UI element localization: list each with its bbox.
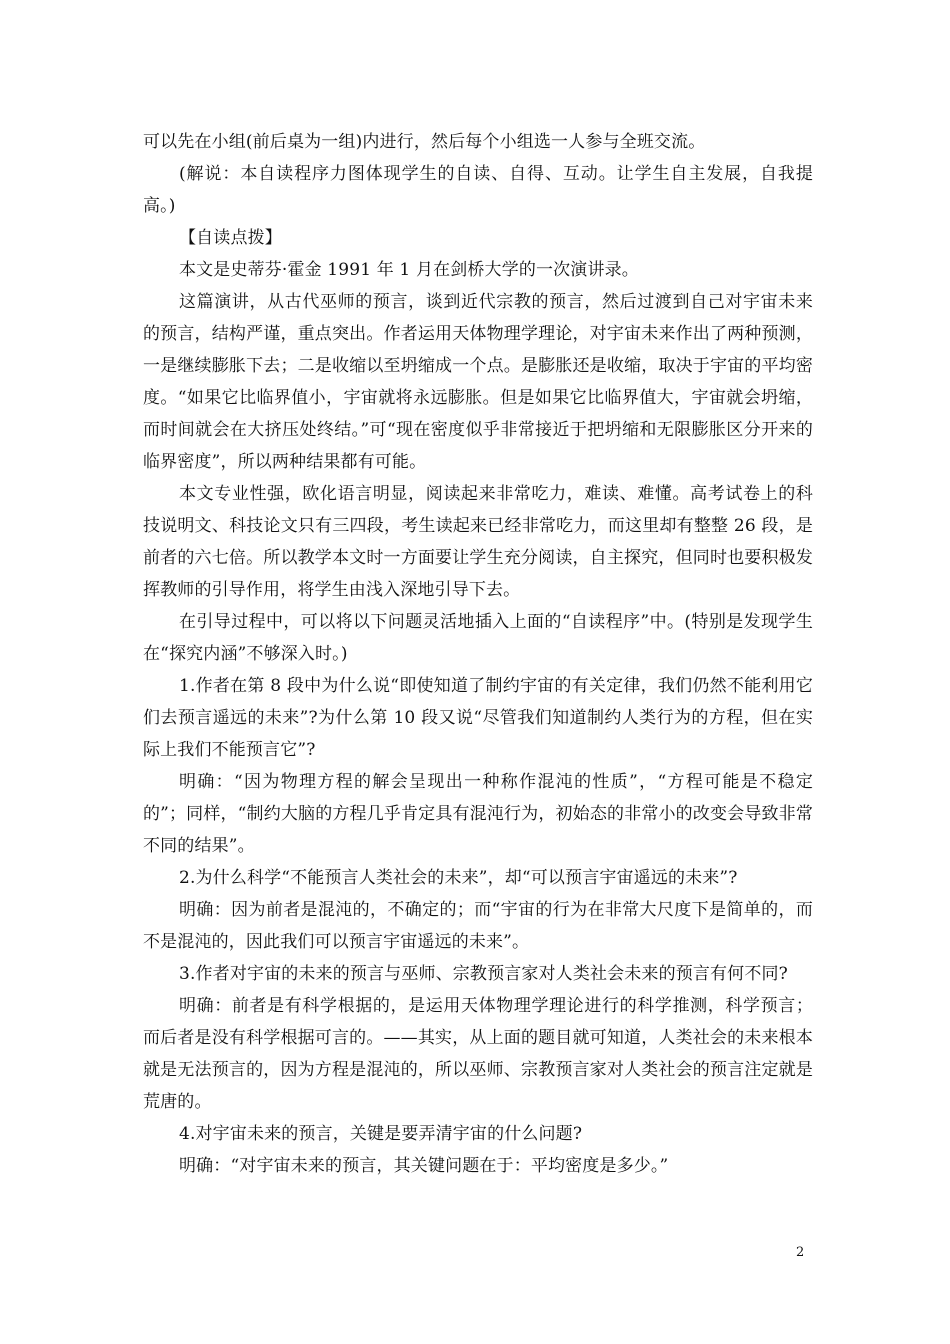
answer: 明确：“因为物理方程的解会呈现出一种称作混沌的性质”，“方程可能是不稳定的”；同样，“制约大脑的方程几乎肯定具有混沌行为，初始态的非常小的改变会导致非常不同的结果”。 (143, 772, 813, 856)
page-number: 2 (796, 1245, 805, 1260)
answer: 明确：前者是有科学根据的，是运用天体物理学理论进行的科学推测，科学预言；而后者是没有科学根据可言的。——其实，从上面的题目就可知道，人类社会的未来根本就是无法预言的，因为方程是混沌的，所以巫师、宗教预言家对人类社会的预言注定就是荒唐的。 (143, 996, 813, 1112)
question: 4.对宇宙未来的预言，关键是要弄清宇宙的什么问题? (179, 1124, 583, 1144)
paragraph: 这篇演讲，从古代巫师的预言，谈到近代宗教的预言，然后过渡到自己对宇宙未来的预言，结构严谨，重点突出。作者运用天体物理学理论，对宇宙未来作出了两种预测，一是继续膨胀下去；二是收缩以至坍缩成一个点。是膨胀还是收缩，取决于宇宙的平均密度。“如果它比临界值小，宇宙就将永远膨胀。但是如果它比临界值大，宇宙就会坍缩，而时间就会在大挤压处终结。”可“现在密度似乎非常接近于把坍缩和无限膨胀区分开来的临界密度”，所以两种结果都有可能。 (143, 292, 813, 472)
question: 2.为什么科学“不能预言人类社会的未来”，却“可以预言宇宙遥远的未来”? (179, 868, 738, 888)
paragraph: 在引导过程中，可以将以下问题灵活地插入上面的“自读程序”中。(特别是发现学生在“探究内涵”不够深入时。) (143, 612, 813, 664)
question: 1.作者在第 8 段中为什么说“即使知道了制约宇宙的有关定律，我们仍然不能利用它们去预言遥远的未来”?为什么第 10 段又说“尽管我们知道制约人类行为的方程，但在实际上我们不能预言它”? (143, 676, 813, 760)
document-body (143, 126, 813, 1182)
section-heading: 【自读点拨】 (179, 228, 282, 248)
answer: 明确：“对宇宙未来的预言，其关键问题在于：平均密度是多少。” (179, 1156, 669, 1176)
paragraph: 可以先在小组(前后桌为一组)内进行，然后每个小组选一人参与全班交流。 (143, 132, 706, 152)
paragraph: 本文是史蒂芬·霍金 1991 年 1 月在剑桥大学的一次演讲录。 (179, 260, 639, 280)
question: 3.作者对宇宙的未来的预言与巫师、宗教预言家对人类社会未来的预言有何不同? (179, 964, 788, 984)
paragraph: 本文专业性强，欧化语言明显，阅读起来非常吃力，难读、难懂。高考试卷上的科技说明文、科技论文只有三四段，考生读起来已经非常吃力，而这里却有整整 26 段，是前者的六七倍。所以教学本文时一方面要让学生充分阅读，自主探究，但同时也要积极发挥教师的引导作用，将学生由浅入深地引导下去。 (143, 484, 813, 600)
answer: 明确：因为前者是混沌的，不确定的；而“宇宙的行为在非常大尺度下是简单的，而不是混沌的，因此我们可以预言宇宙遥远的未来”。 (143, 900, 813, 952)
paragraph-note: (解说：本自读程序力图体现学生的自读、自得、互动。让学生自主发展，自我提高。) (143, 164, 813, 216)
